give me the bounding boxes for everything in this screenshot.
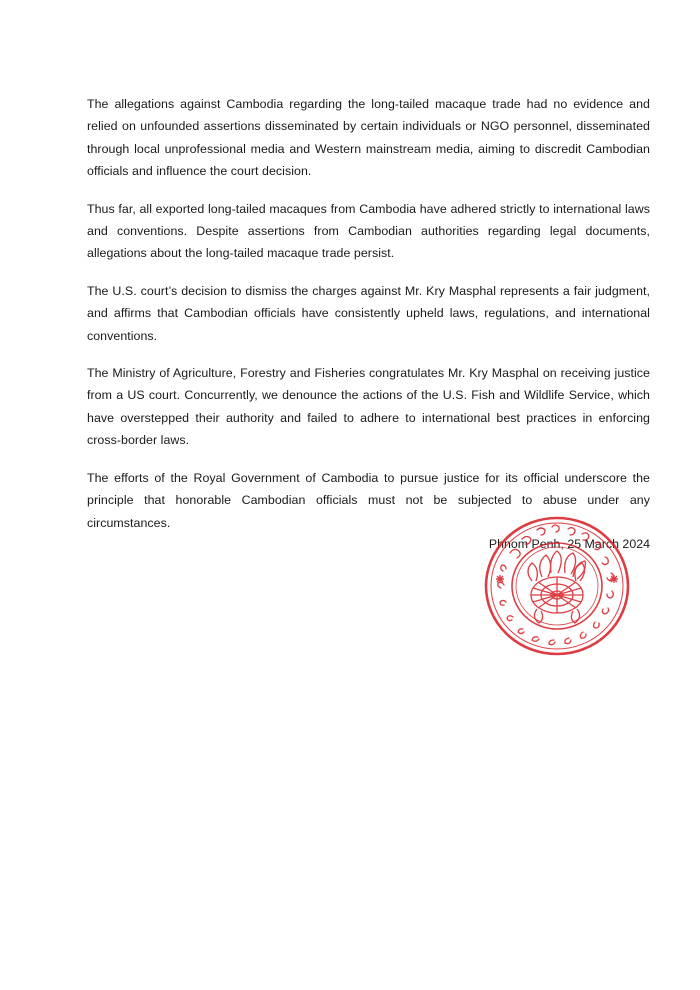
paragraph-government-efforts: The efforts of the Royal Government of Cambodia to pursue justice for its official underscore the principle that honorable Cambodian officials must not be subjected to abuse under any circumstances. — [87, 470, 650, 530]
paragraph-exports: Thus far, all exported long-tailed macaques from Cambodia have adhered strictly to international laws and conventions. Despite assertions from Cambodian authorities regarding legal documents, allegations about the long-tailed macaque trade persist. — [87, 201, 650, 261]
official-seal-icon — [482, 513, 632, 659]
document-body — [87, 93, 650, 549]
place-and-date: Phnom Penh, 25 March 2024 — [488, 537, 650, 551]
paragraph-ministry-statement: The Ministry of Agriculture, Forestry and Fisheries congratulates Mr. Kry Masphal on receiving justice from a US court. Concurrently, we denounce the actions of the U.S. Fish and Wildlife Service, which have overstepped their authority and failed to adhere to international best practices in enforcing cross-border laws. — [87, 366, 650, 448]
paragraph-court-decision: The U.S. court’s decision to dismiss the charges against Mr. Kry Masphal represents a fair judgment, and affirms that Cambodian officials have consistently upheld laws, regulations, and international conventions. — [87, 283, 650, 343]
paragraph-allegations: The allegations against Cambodia regarding the long-tailed macaque trade had no evidence and relied on unfounded assertions disseminated by certain individuals or NGO personnel, disseminated through local unprofessional media and Western mainstream media, aiming to discredit Cambodian officials and influence the court decision. — [87, 97, 650, 179]
